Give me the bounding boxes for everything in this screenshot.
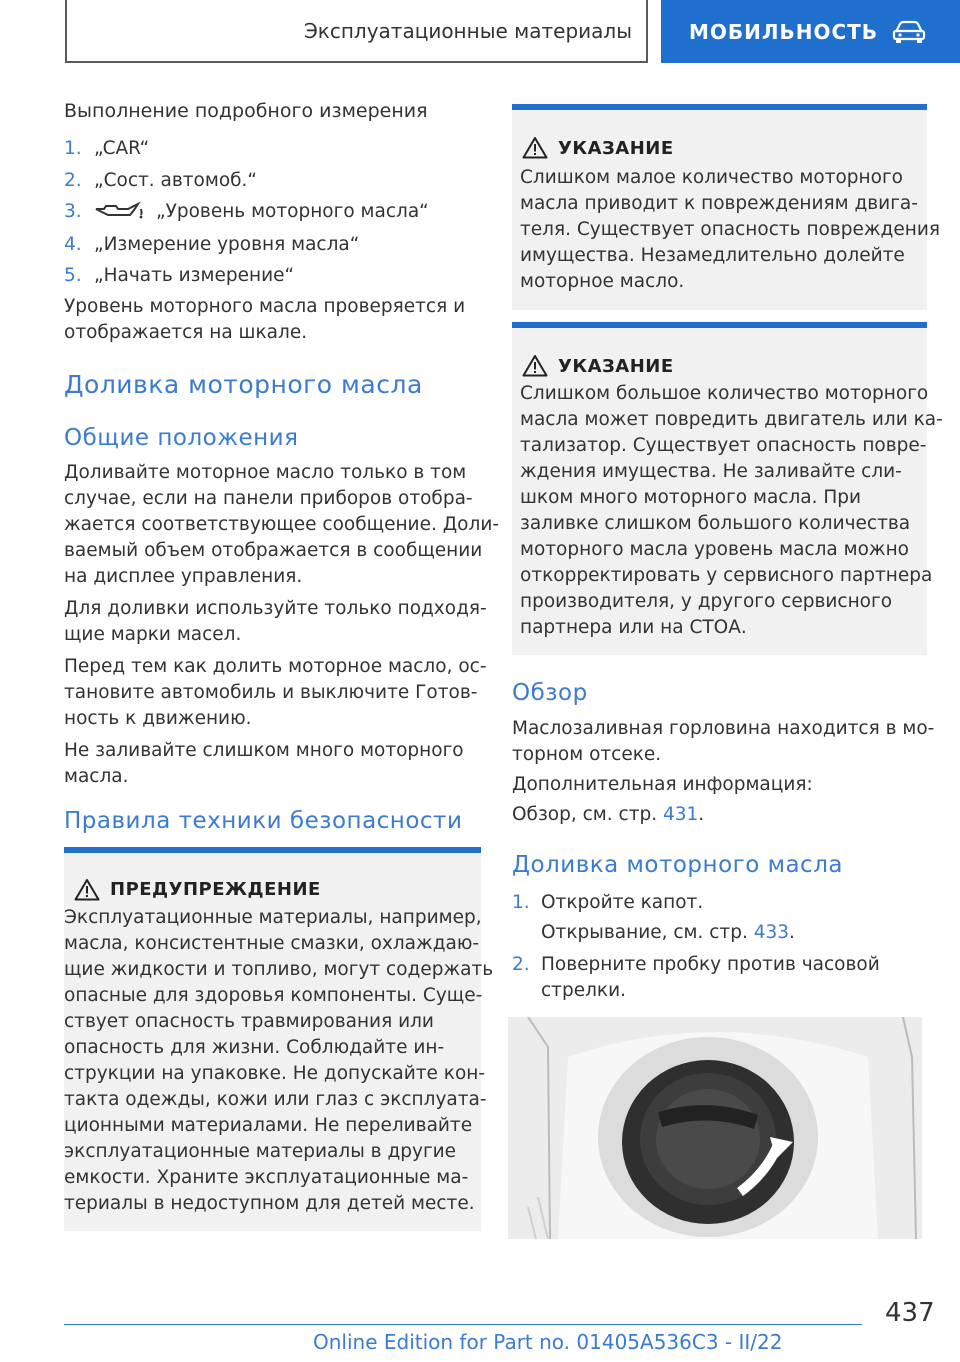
text-line: жается соответствующее сообщение. Доли- [64,514,500,535]
step-text: Поверните пробку против часовой [541,954,880,975]
text-line: Доливайте моторное масло только в том [64,462,467,483]
header-category-tab[interactable] [661,0,960,63]
text-line: тализатор. Существует опасность повре- [520,435,927,456]
section-heading-general: Общие положения [64,425,299,451]
text-line: щие марки масел. [64,624,242,645]
text-line: ционными материалами. Не переливайте [64,1115,473,1136]
notice-title: УКАЗАНИЕ [558,356,674,377]
text-line: Перед тем как долить моторное масло, ос- [64,656,487,677]
page-link[interactable]: 431 [662,804,699,825]
text-line: случае, если на панели приборов отобра- [64,488,473,509]
section-heading-safety: Правила техники безопасности [64,808,463,834]
text-line: щие жидкости и топливо, могут содержать [64,959,494,980]
step-text: „Начать измерение“ [94,265,295,286]
step-number: 1. [512,892,530,913]
text-line: Для доливки используйте только подходя- [64,598,487,619]
text-line: струкции на упаковке. Не допускайте кон- [64,1063,486,1084]
step-text: „CAR“ [94,138,150,159]
text-line: производителя, у другого сервисного [520,591,893,612]
text-line: торном отсеке. [512,744,662,765]
ref-end: . [789,922,795,943]
section-heading-overview: Обзор [512,680,588,706]
text-line: Не заливайте слишком много моторного [64,740,464,761]
text-line: откорректировать у сервисного партнера [520,565,933,586]
step-text: Откройте капот. [541,892,704,913]
car-icon [892,20,926,44]
text-line: Слишком большое количество моторного [520,383,929,404]
text-line: моторное масло. [520,271,685,292]
text-line: Эксплуатационные материалы, например, [64,907,482,928]
overview-paragraph-2: Дополнительная информация: [512,774,813,795]
step-number: 4. [64,234,82,255]
text-line: ность к движению. [64,708,252,729]
step-text: стрелки. [541,980,626,1001]
section-heading-refill: Доливка моторного масла [64,370,423,399]
text-line: эксплуатационные материалы в другие [64,1141,457,1162]
step-text: „Сост. автомоб.“ [94,170,258,191]
step-number: 1. [64,138,82,159]
text-line: териалы в недоступном для детей месте. [64,1193,475,1214]
text-line: имущества. Незамедлительно долейте [520,245,905,266]
text-line: шком много моторного масла. При [520,487,862,508]
section-heading-refill-steps: Доливка моторного масла [512,852,843,878]
text-line: тановите автомобиль и выключите Готов- [64,682,478,703]
overview-reference [512,802,704,828]
footer-divider [64,1324,862,1325]
ref-text: Обзор, см. стр. [512,804,663,825]
ref-end: . [698,804,705,825]
step-number: 2. [64,170,82,191]
notice-title: УКАЗАНИЕ [558,138,674,159]
text-line: масла, консистентные смазки, охлаждаю- [64,933,480,954]
step-number: 3. [64,201,82,222]
text-line: масла приводит к повреждениям двига- [520,193,918,214]
text-line: Слишком малое количество моторного [520,167,903,188]
footer-edition: Online Edition for Part no. 01405A536C3 - II/22 [313,1330,783,1354]
text-line: опасные для здоровья компоненты. Суще- [64,985,483,1006]
text-line: ствует опасность травмирования или [64,1011,434,1032]
page-number: 437 [885,1298,935,1328]
step-text: „Уровень моторного масла“ [156,201,429,222]
text-line: Уровень моторного масла проверяется и [64,296,466,317]
header-section-title [65,0,648,63]
warning-triangle-icon [74,878,100,901]
header-category-label: МОБИЛЬНОСТЬ [689,19,879,44]
warning-triangle-icon [522,354,548,377]
oil-can-icon [94,200,148,220]
page-link[interactable]: 433 [753,922,790,943]
ref-text: Открывание, см. стр. [541,922,754,943]
text-line: отображается на шкале. [64,322,308,343]
warning-triangle-icon [522,136,548,159]
oil-filler-cap-illustration [508,1017,922,1239]
text-line: масла. [64,766,129,787]
step-number: 5. [64,265,82,286]
text-line: на дисплее управления. [64,566,303,587]
text-line: такта одежды, кожи или глаз с эксплуата- [64,1089,487,1110]
warning-title: ПРЕДУПРЕЖДЕНИЕ [110,879,321,900]
text-line: партнера или на СТОА. [520,617,747,638]
step-reference [541,920,795,946]
measure-title: Выполнение подробного измерения [64,100,428,122]
text-line: моторного масла уровень масла можно [520,539,909,560]
header-section-label: Эксплуатационные материалы [303,18,632,43]
text-line: масла может повредить двигатель или ка- [520,409,943,430]
text-line: емкости. Храните эксплуатационные ма- [64,1167,469,1188]
text-line: Маслозаливная горловина находится в мо- [512,718,935,739]
step-number: 2. [512,954,530,975]
text-line: ваемый объем отображается в сообщении [64,540,483,561]
text-line: заливке слишком большого количества [520,513,911,534]
text-line: ждения имущества. Не заливайте сли- [520,461,902,482]
oil-cap-drawing [508,1017,922,1239]
text-line: теля. Существует опасность повреждения [520,219,940,240]
step-text: „Измерение уровня масла“ [94,234,360,255]
text-line: опасность для жизни. Соблюдайте ин- [64,1037,445,1058]
